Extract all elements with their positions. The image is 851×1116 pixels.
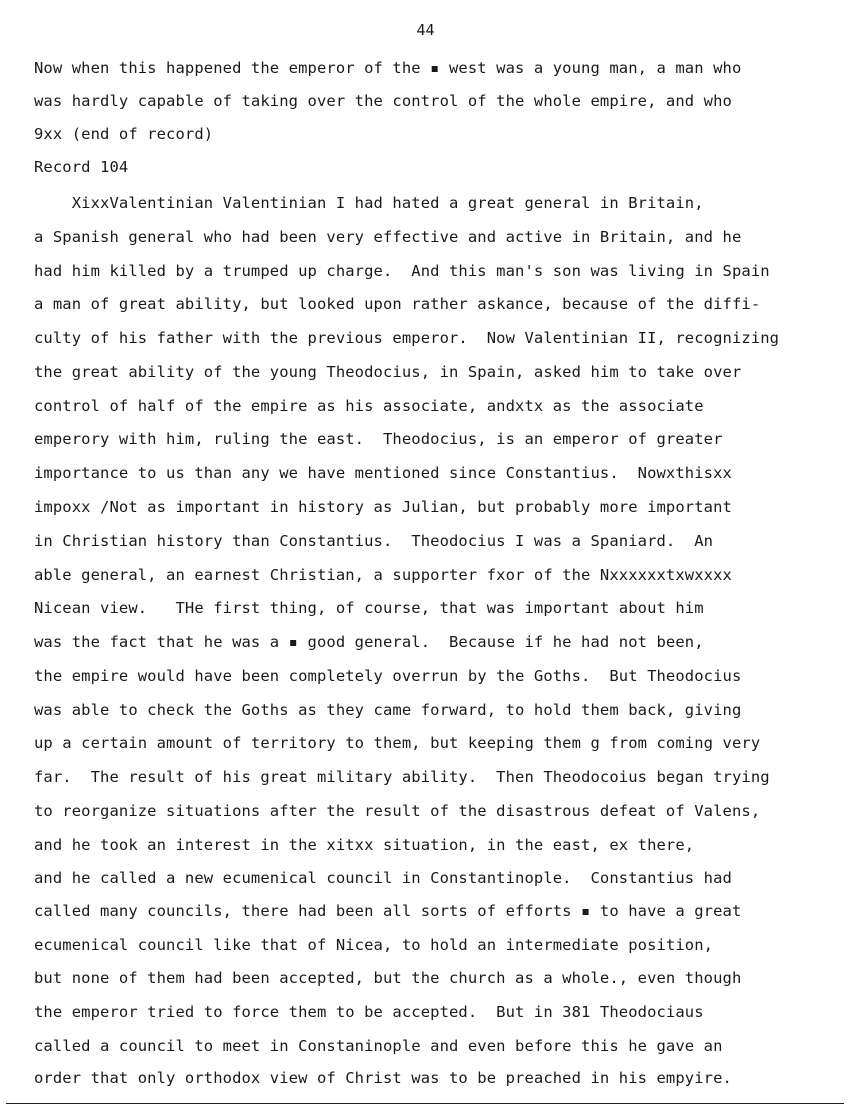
- text-line-10: the great ability of the young Theodocius, in Spain, asked him to take over: [34, 363, 742, 381]
- text-line-16: able general, an earnest Christian, a supporter fxor of the Nxxxxxxtxwxxxx: [34, 566, 732, 584]
- text-line-8: a man of great ability, but looked upon rather askance, because of the diffi-: [34, 295, 761, 313]
- text-line-28: but none of them had been accepted, but the church as a whole., even though: [34, 969, 742, 987]
- text-line-30: called a council to meet in Constaninople and even before this he gave an: [34, 1037, 723, 1055]
- text-line-12: emperory with him, ruling the east. Theodocius, is an emperor of greater: [34, 430, 723, 448]
- text-line-26: called many councils, there had been all sorts of efforts ▪ to have a great: [34, 902, 742, 920]
- text-line-17: Nicean view. THe first thing, of course, that was important about him: [34, 599, 704, 617]
- bottom-rule: [6, 1103, 844, 1104]
- text-line-23: to reorganize situations after the result of the disastrous defeat of Valens,: [34, 802, 761, 820]
- text-line-25: and he called a new ecumenical council in Constantinople. Constantius had: [34, 869, 732, 887]
- text-line-1: Now when this happened the emperor of the ▪ west was a young man, a man who: [34, 59, 742, 77]
- text-line-11: control of half of the empire as his associate, andxtx as the associate: [34, 397, 704, 415]
- text-line-6: a Spanish general who had been very effective and active in Britain, and he: [34, 228, 742, 246]
- text-line-15: in Christian history than Constantius. Theodocius I was a Spaniard. An: [34, 532, 714, 550]
- text-line-2: was hardly capable of taking over the control of the whole empire, and who: [34, 92, 732, 110]
- record-heading: Record 104: [34, 158, 129, 176]
- text-line-21: up a certain amount of territory to them, but keeping them g from coming very: [34, 734, 761, 752]
- text-line-27: ecumenical council like that of Nicea, to hold an intermediate position,: [34, 936, 714, 954]
- text-line-29: the emperor tried to force them to be accepted. But in 381 Theodociaus: [34, 1003, 704, 1021]
- text-line-7: had him killed by a trumped up charge. And this man's son was living in Spain: [34, 262, 770, 280]
- text-line-22: far. The result of his great military ability. Then Theodocoius began trying: [34, 768, 770, 786]
- text-line-13: importance to us than any we have mentioned since Constantius. Nowxthisxx: [34, 464, 732, 482]
- text-line-3: 9xx (end of record): [34, 125, 214, 143]
- text-line-24: and he took an interest in the xitxx situation, in the east, ex there,: [34, 836, 695, 854]
- text-line-19: the empire would have been completely overrun by the Goths. But Theodocius: [34, 667, 742, 685]
- text-line-14: impoxx /Not as important in history as Julian, but probably more important: [34, 498, 732, 516]
- text-line-20: was able to check the Goths as they came forward, to hold them back, giving: [34, 701, 742, 719]
- page-number: 44: [416, 21, 435, 39]
- text-line-5: XixxValentinian Valentinian I had hated a great general in Britain,: [34, 194, 704, 212]
- text-line-31: order that only orthodox view of Christ was to be preached in his empyire.: [34, 1069, 732, 1087]
- text-line-9: culty of his father with the previous emperor. Now Valentinian II, recognizing: [34, 329, 780, 347]
- text-line-18: was the fact that he was a ▪ good general. Because if he had not been,: [34, 633, 704, 651]
